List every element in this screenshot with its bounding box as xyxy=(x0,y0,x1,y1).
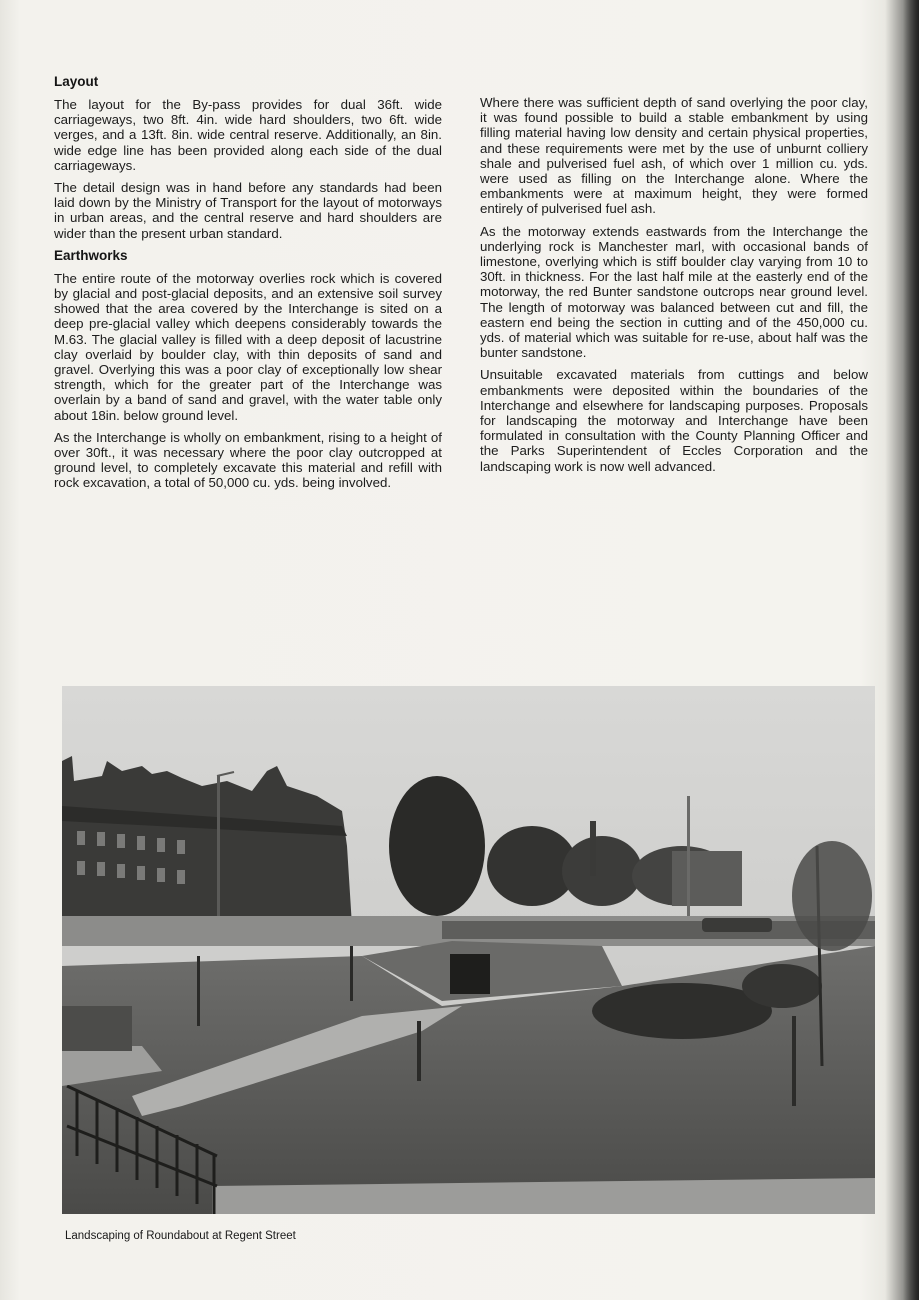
figure-caption: Landscaping of Roundabout at Regent Street xyxy=(65,1230,296,1242)
paragraph: The detail design was in hand before any standards had been laid down by the Ministry of Transport for the layout of motorways in urban areas, and the central reserve and hard shoulders are wider than the present urban standard. xyxy=(54,180,442,241)
heading-earthworks: Earthworks xyxy=(54,247,128,263)
left-text-column xyxy=(54,74,442,498)
paragraph: As the motorway extends eastwards from the Interchange the underlying rock is Manchester marl, with occasional bands of limestone, overlying which is stiff boulder clay varying from 10 to 30ft. in thickness. For the last half mile at the easterly end of the motorway, the red Bunter sandstone outcrops near ground level. The length of motorway was balanced between cut and fill, the eastern end being the section in cutting and of the 450,000 cu. yds. of material which was suitable for re-use, about half was the bunter sandstone. xyxy=(480,223,868,361)
binding-shadow xyxy=(903,0,919,1300)
paragraph: The entire route of the motorway overlies rock which is covered by glacial and post-glacial deposits, and an extensive soil survey showed that the area covered by the Interchange is sited on a deep pre-glacial valley which deepens considerably towards the M.63. The glacial valley is filled with a deep deposit of lacustrine clay overlaid by boulder clay, with thin deposits of sand and gravel. Overlying this was a poor clay of exceptionally low shear strength, which for the greater part of the Interchange was overlain by a band of sand and gravel, with the water table only about 18in. below ground level. xyxy=(54,270,442,423)
paragraph: Unsuitable excavated materials from cuttings and below embankments were deposited within the boundaries of the Interchange and elsewhere for landscaping purposes. Proposals for landscaping the motorway and Interchange have been formulated in consultation with the County Planning Officer and the Parks Superintendent of Eccles Corporation and the landscaping work is now well advanced. xyxy=(480,367,868,474)
right-text-column xyxy=(480,95,868,481)
paragraph: Where there was sufficient depth of sand overlying the poor clay, it was found possible to build a stable embankment by using filling material having low density and certain physical properties, and these requirements were met by the use of unburnt colliery shale and pulverised fuel ash, of which over 1 million cu. yds. were used as filling on the Interchange alone. Where the embankments were at maximum height, they were formed entirely of pulverised fuel ash. xyxy=(480,95,868,217)
heading-layout: Layout xyxy=(54,74,99,89)
paragraph: The layout for the By-pass provides for dual 36ft. wide carriageways, two 8ft. 4in. wide hard shoulders, two 6ft. wide verges, and a 13ft. 8in. wide central reserve. Additionally, an 8in. wide edge line has been provided along each side of the dual carriageways. xyxy=(54,97,442,173)
roundabout-photograph xyxy=(62,686,875,1214)
paragraph: As the Interchange is wholly on embankment, rising to a height of over 30ft., it was necessary where the poor clay outcropped at ground level, to completely excavate this material and refill with rock excavation, a total of 50,000 cu. yds. being involved. xyxy=(54,429,442,491)
